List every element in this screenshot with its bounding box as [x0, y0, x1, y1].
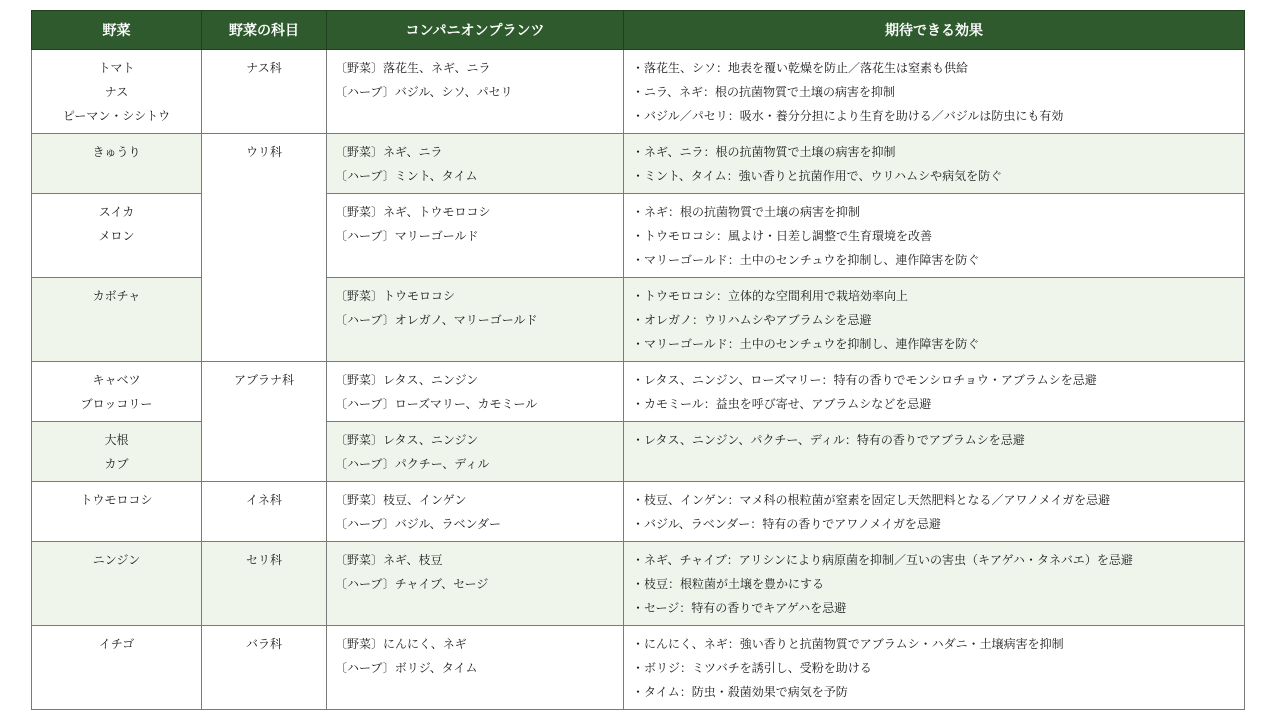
- family-cell: セリ科: [202, 542, 327, 626]
- vegetable-name: イチゴ: [98, 637, 135, 651]
- companion-plant-line: 〔ハーブ〕バジル、シソ、パセリ: [335, 85, 513, 99]
- vegetable-cell: [32, 194, 202, 278]
- effect-line: ・カモミール：益虫を呼び寄せ、アブラムシなどを忌避: [632, 397, 932, 411]
- vegetable-name: ピーマン・シシトウ: [62, 109, 171, 123]
- vegetable-name: きゅうり: [92, 145, 141, 159]
- companion-plant-line: 〔ハーブ〕ローズマリー、カモミール: [335, 397, 538, 411]
- effect-line: ・タイム：防虫・殺菌効果で病気を予防: [632, 685, 848, 699]
- effect-line: ・トウモロコシ：立体的な空間利用で栽培効率向上: [632, 289, 909, 303]
- vegetable-name: ニンジン: [92, 553, 141, 567]
- vegetable-cell: [32, 134, 202, 194]
- effect-line: ・オレガノ：ウリハムシやアブラムシを忌避: [632, 313, 872, 327]
- companion-plant-line: 〔ハーブ〕ボリジ、タイム: [335, 661, 478, 675]
- vegetable-cell: [32, 422, 202, 482]
- effect-line: ・バジル、ラベンダー：特有の香りでアワノメイガを忌避: [632, 517, 941, 531]
- effect-line: ・ネギ、チャイブ：アリシンにより病原菌を抑制／互いの害虫（キアゲハ・タネバエ）を忌避: [632, 553, 1133, 567]
- companion-plant-line: 〔野菜〕ネギ、トウモロコシ: [335, 205, 491, 219]
- header-vegetable: 野菜: [32, 11, 202, 50]
- companion-plants-cell: [327, 482, 624, 542]
- family-cell: ナス科: [202, 50, 327, 134]
- companion-plant-line: 〔ハーブ〕マリーゴールド: [335, 229, 479, 243]
- effect-line: ・トウモロコシ：風よけ・日差し調整で生育環境を改善: [632, 229, 933, 243]
- vegetable-cell: [32, 278, 202, 362]
- vegetable-name: カボチャ: [92, 289, 141, 303]
- companion-plant-line: 〔ハーブ〕オレガノ、マリーゴールド: [335, 313, 538, 327]
- effect-line: ・にんにく、ネギ：強い香りと抗菌物質でアブラムシ・ハダニ・土壌病害を抑制: [632, 637, 1064, 651]
- effect-line: ・枝豆、インゲン：マメ科の根粒菌が窒素を固定し天然肥料となる／アワノメイガを忌避: [632, 493, 1111, 507]
- companion-plants-cell: [327, 134, 624, 194]
- effect-line: ・ニラ、ネギ：根の抗菌物質で土壌の病害を抑制: [632, 85, 896, 99]
- vegetable-cell: [32, 626, 202, 710]
- family-cell: バラ科: [202, 626, 327, 710]
- effect-line: ・マリーゴールド：土中のセンチュウを抑制し、連作障害を防ぐ: [632, 253, 980, 267]
- table-row: [32, 482, 1245, 542]
- header-expected-effects: 期待できる効果: [624, 11, 1245, 50]
- vegetable-name: 大根: [104, 433, 129, 447]
- companion-plant-line: 〔野菜〕ネギ、枝豆: [335, 553, 443, 567]
- table-row: [32, 134, 1245, 194]
- companion-plants-cell: [327, 626, 624, 710]
- vegetable-name: キャベツ: [92, 373, 141, 387]
- effects-cell: [624, 482, 1245, 542]
- companion-plants-table-container: [31, 10, 1244, 710]
- table-row: [32, 362, 1245, 422]
- family-cell: アブラナ科: [202, 362, 327, 482]
- companion-plants-cell: [327, 542, 624, 626]
- effects-cell: [624, 278, 1245, 362]
- family-cell: イネ科: [202, 482, 327, 542]
- companion-plants-cell: [327, 362, 624, 422]
- family-cell: ウリ科: [202, 134, 327, 362]
- vegetable-name: ブロッコリー: [80, 397, 153, 411]
- effect-line: ・バジル／パセリ：吸水・養分分担により生育を助ける／バジルは防虫にも有効: [632, 109, 1064, 123]
- table-row: [32, 626, 1245, 710]
- companion-plant-line: 〔野菜〕枝豆、インゲン: [335, 493, 467, 507]
- companion-plants-table: [31, 10, 1245, 710]
- effect-line: ・ネギ：根の抗菌物質で土壌の病害を抑制: [632, 205, 861, 219]
- effect-line: ・ネギ、ニラ：根の抗菌物質で土壌の病害を抑制: [632, 145, 896, 159]
- companion-plant-line: 〔ハーブ〕ミント、タイム: [335, 169, 478, 183]
- table-header-row: [32, 11, 1245, 50]
- companion-plant-line: 〔野菜〕ネギ、ニラ: [335, 145, 443, 159]
- effects-cell: [624, 362, 1245, 422]
- companion-plant-line: 〔野菜〕レタス、ニンジン: [335, 433, 479, 447]
- effect-line: ・落花生、シソ：地表を覆い乾燥を防止／落花生は窒素も供給: [632, 61, 969, 75]
- companion-plants-cell: [327, 422, 624, 482]
- vegetable-cell: [32, 362, 202, 422]
- effects-cell: [624, 50, 1245, 134]
- vegetable-cell: [32, 50, 202, 134]
- companion-plant-line: 〔ハーブ〕チャイブ、セージ: [335, 577, 489, 591]
- companion-plant-line: 〔野菜〕にんにく、ネギ: [335, 637, 467, 651]
- effects-cell: [624, 422, 1245, 482]
- vegetable-name: ナス: [104, 85, 129, 99]
- effect-line: ・ミント、タイム：強い香りと抗菌作用で、ウリハムシや病気を防ぐ: [632, 169, 1003, 183]
- effect-line: ・セージ：特有の香りでキアゲハを忌避: [632, 601, 847, 615]
- vegetable-name: トマト: [98, 61, 135, 75]
- effects-cell: [624, 626, 1245, 710]
- vegetable-name: カブ: [104, 457, 129, 471]
- companion-plants-cell: [327, 194, 624, 278]
- table-row: [32, 542, 1245, 626]
- effect-line: ・マリーゴールド：土中のセンチュウを抑制し、連作障害を防ぐ: [632, 337, 980, 351]
- effect-line: ・ボリジ：ミツバチを誘引し、受粉を助ける: [632, 661, 872, 675]
- companion-plant-line: 〔野菜〕レタス、ニンジン: [335, 373, 479, 387]
- header-companion-plants: コンパニオンプランツ: [327, 11, 624, 50]
- table-row: [32, 50, 1245, 134]
- vegetable-cell: [32, 542, 202, 626]
- effect-line: ・レタス、ニンジン、ローズマリー：特有の香りでモンシロチョウ・アブラムシを忌避: [632, 373, 1097, 387]
- effects-cell: [624, 134, 1245, 194]
- companion-plants-cell: [327, 50, 624, 134]
- header-family: 野菜の科目: [202, 11, 327, 50]
- vegetable-name: トウモロコシ: [80, 493, 153, 507]
- effect-line: ・枝豆：根粒菌が土壌を豊かにする: [632, 577, 825, 591]
- companion-plant-line: 〔野菜〕落花生、ネギ、ニラ: [335, 61, 491, 75]
- vegetable-cell: [32, 482, 202, 542]
- vegetable-name: スイカ: [98, 205, 135, 219]
- vegetable-name: メロン: [98, 229, 135, 243]
- companion-plant-line: 〔野菜〕トウモロコシ: [335, 289, 456, 303]
- effects-cell: [624, 194, 1245, 278]
- companion-plant-line: 〔ハーブ〕バジル、ラベンダー: [335, 517, 502, 531]
- effects-cell: [624, 542, 1245, 626]
- companion-plants-cell: [327, 278, 624, 362]
- companion-plant-line: 〔ハーブ〕パクチー、ディル: [335, 457, 490, 471]
- effect-line: ・レタス、ニンジン、パクチー、ディル：特有の香りでアブラムシを忌避: [632, 433, 1025, 447]
